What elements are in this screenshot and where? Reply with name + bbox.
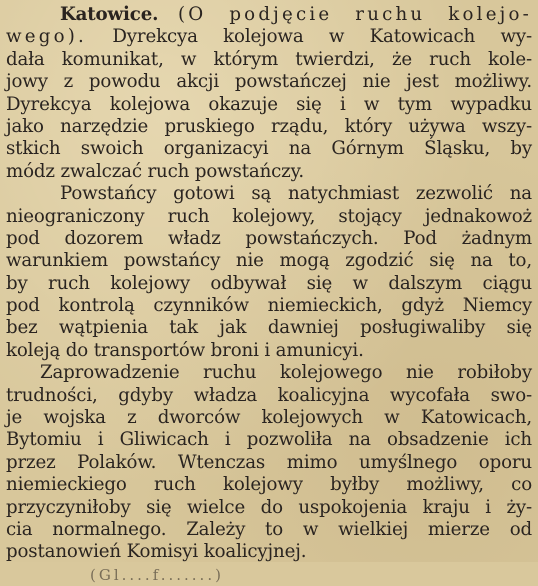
article-line: trudności, gdyby władza koalicyjna wycofała swo-: [6, 384, 532, 406]
article-line: pod dozorem władz powstańczych. Pod żadnym: [6, 227, 532, 249]
article-line: by ruch kolejowy odbywał się w dalszym ciągu: [6, 272, 532, 294]
cutoff-line: (Gl....f.......): [90, 565, 224, 584]
article-line: Bytomiu i Gliwicach i pozwoliła na obsadzenie ich: [6, 429, 532, 451]
article-line: Powstańcy gotowi są natychmiast zezwolić na: [60, 183, 532, 205]
article-line: [6, 4, 532, 26]
article-line: pod kontrolą czynników niemieckich, gdyż Niemcy: [6, 295, 532, 317]
article-line: stkich swoich organizacyi na Górnym Śląsku, by: [6, 138, 532, 160]
article-line: postanowień Komisyi koalicyjnej.: [6, 541, 307, 563]
article-line: przyczyniłoby się wielce do uspokojenia kraju i ży-: [6, 496, 532, 518]
article-headline-end: wego).: [6, 26, 88, 48]
article-line: niemieckiego ruch kolejowy byłby możliwy, co: [6, 474, 532, 496]
article-line: jako narzędzie pruskiego rządu, który używa wszy-: [6, 115, 532, 137]
news-article: [6, 4, 532, 586]
article-line: nieograniczony ruch kolejowy, stojący jednakowoż: [6, 205, 532, 227]
article-line: przez Polaków. Wtenczas mimo umyślnego oporu: [6, 451, 532, 473]
article-line: módz zwalczać ruch powstańczy.: [6, 160, 304, 182]
article-line: cia normalnego. Zależy to w wielkiej mierze od: [6, 518, 532, 540]
article-line: Dyrekcya kolejowa okazuje się i w tym wypadku: [6, 93, 532, 115]
article-line: je wojska z dworców kolejowych w Katowicach,: [6, 407, 532, 429]
article-line: bez wątpienia tak jak dawniej posługiwaliby się: [6, 317, 532, 339]
article-line: [6, 26, 532, 48]
article-line: dała komunikat, w którym twierdzi, że ruch kole-: [6, 48, 532, 70]
article-line-text: Dyrekcya kolejowa w Katowicach wy-: [112, 26, 532, 48]
article-line: Zaprowadzenie ruchu kolejowego nie robiłoby: [40, 362, 532, 384]
article-line: koleją do transportów broni i amunicyi.: [6, 339, 364, 361]
dateline-city: Katowice.: [60, 4, 159, 25]
article-headline: (O podjęcie ruchu kolejo-: [177, 4, 532, 25]
article-line: jowy z powodu akcji powstańczej nie jest możliwy.: [6, 71, 532, 93]
article-line: warunkiem powstańcy nie mogą zgodzić się na to,: [6, 250, 532, 272]
